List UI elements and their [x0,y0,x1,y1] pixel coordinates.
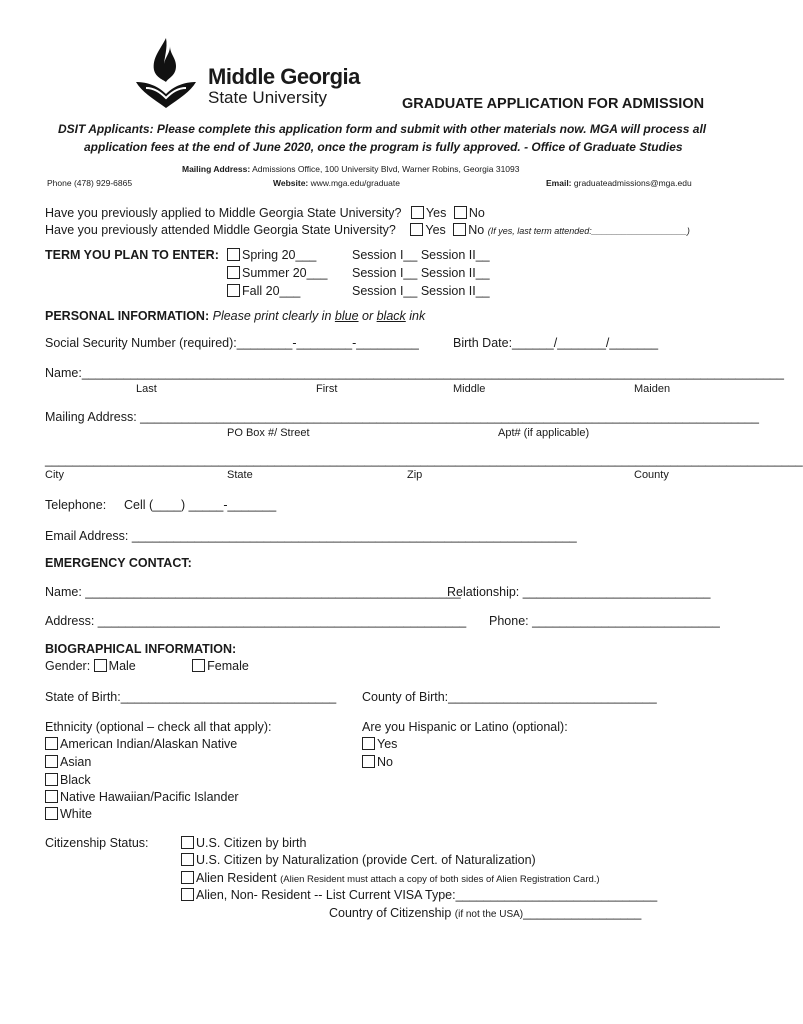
ethnicity-label: Ethnicity (optional – check all that apply): [45,720,272,734]
dsit-note-line1: DSIT Applicants: Please complete this application form and submit with other materials now. MGA will process all [58,122,707,136]
email-label: Email: [546,178,572,188]
personal-heading-row [45,309,425,323]
applied-question: Have you previously applied to Middle Georgia State University? [45,206,402,220]
website-label: Website: [273,178,309,188]
ethnicity-option [45,755,91,769]
logo-line1: Middle Georgia [208,64,360,89]
summer-checkbox[interactable] [227,266,240,279]
male-label: Male [108,659,136,673]
attended-question: Have you previously attended Middle Georgia State University? [45,223,396,237]
spring-checkbox[interactable] [227,248,240,261]
personal-instruction: Please print clearly in blue or black ink [212,309,426,323]
name-last-label: Last [136,383,157,395]
female-checkbox[interactable] [192,659,205,672]
asian-label: Asian [60,755,92,769]
alien-resident-note: (Alien Resident must attach a copy of both sides of Alien Registration Card.) [280,874,600,885]
citizen-birth-checkbox[interactable] [181,836,194,849]
applied-yes-label: Yes [425,206,447,220]
dsit-note-line2: application fees at the end of June 2020, once the program is fully approved. - Office of Graduate Studies [84,140,683,154]
fall-checkbox[interactable] [227,284,240,297]
website-value: www.mga.edu/graduate [310,178,400,188]
male-checkbox[interactable] [94,659,107,672]
fall-session1: Session I__ [352,284,418,298]
form-title: GRADUATE APPLICATION FOR ADMISSION [402,96,705,112]
county-label: County [634,469,669,481]
alien-nonresident-row [181,888,657,902]
gender-label: Gender: [45,659,91,673]
city-state-zip-line[interactable]: _____________________________________________________________________________________________________________ [45,453,803,467]
summer-session2: Session II__ [420,266,490,280]
email-line [546,178,692,188]
ethnicity-option [45,773,91,787]
hispanic-label: Are you Hispanic or Latino (optional): [362,720,568,734]
mailing-address-line [182,164,519,174]
hispanic-no-label: No [377,755,393,769]
cell-field[interactable]: Cell (____) _____-_______ [124,498,277,512]
term-option-spring [227,248,490,262]
phone: Phone (478) 929-6865 [47,178,133,188]
term-label: TERM YOU PLAN TO ENTER: [45,248,219,262]
alien-resident-row [181,871,600,885]
emergency-relationship-field[interactable]: Relationship: ___________________________ [447,585,711,599]
summer-label: Summer 20___ [242,266,328,280]
ethnicity-option [45,790,239,804]
alien-resident-checkbox[interactable] [181,871,194,884]
native-hawaiian-label: Native Hawaiian/Pacific Islander [60,790,239,804]
name-maiden-label: Maiden [634,383,671,395]
spring-label: Spring 20___ [242,248,317,262]
mailing-label: Mailing Address: [182,164,251,174]
county-of-birth-field[interactable]: County of Birth:______________________________ [362,690,657,704]
black-word: black [376,309,406,323]
alien-resident-label: Alien Resident [196,871,277,885]
fall-label: Fall 20___ [242,284,301,298]
emergency-name-field[interactable]: Name: ______________________________________________________ [45,585,461,599]
attended-no-checkbox[interactable] [453,223,466,236]
emergency-address-field[interactable]: Address: _____________________________________________________ [45,614,467,628]
mailing-address-field[interactable]: Mailing Address: _________________________________________________________________________________________ [45,410,759,424]
black-checkbox[interactable] [45,773,58,786]
name-middle-label: Middle [453,383,486,395]
ethnicity-option [45,807,92,821]
female-label: Female [207,659,249,673]
website-line [273,178,400,188]
applied-question-row [45,206,485,220]
apt-label: Apt# (if applicable) [498,427,590,439]
city-label: City [45,469,64,481]
citizen-birth-label: U.S. Citizen by birth [196,836,307,850]
gender-row [45,659,249,673]
bio-heading: BIOGRAPHICAL INFORMATION: [45,642,237,656]
citizenship-label: Citizenship Status: [45,836,149,850]
applied-yes-checkbox[interactable] [411,206,424,219]
hispanic-yes-row [362,737,397,751]
term-option-fall [227,284,490,298]
hispanic-no-row [362,755,393,769]
emergency-heading: EMERGENCY CONTACT: [45,556,192,570]
mga-logo [130,36,390,114]
birth-date-field[interactable]: Birth Date:______/_______/_______ [453,336,659,350]
black-label: Black [60,773,91,787]
fall-session2: Session II__ [420,284,490,298]
po-box-label: PO Box #/ Street [227,427,310,439]
citizen-naturalization-label: U.S. Citizen by Naturalization (provide Cert. of Naturalization) [196,853,536,867]
zip-label: Zip [407,469,423,481]
attended-no-label: No [468,223,485,237]
country-note: (if not the USA) [454,909,524,920]
emergency-phone-field[interactable]: Phone: ___________________________ [489,614,720,628]
american-indian-label: American Indian/Alaskan Native [60,737,238,751]
torch-icon [130,36,202,112]
name-first-label: First [316,383,338,395]
country-field[interactable]: _________________ [523,906,642,920]
hispanic-yes-label: Yes [377,737,398,751]
logo-line2: State University [208,88,328,107]
white-checkbox[interactable] [45,807,58,820]
hispanic-yes-checkbox[interactable] [362,737,375,750]
spring-session2: Session II__ [420,248,490,262]
alien-nonresident-checkbox[interactable] [181,888,194,901]
citizen-naturalization-checkbox[interactable] [181,853,194,866]
applied-no-label: No [468,206,485,220]
attended-question-row [45,223,690,237]
asian-checkbox[interactable] [45,755,58,768]
american-indian-checkbox[interactable] [45,737,58,750]
spring-session1: Session I__ [352,248,418,262]
hispanic-no-checkbox[interactable] [362,755,375,768]
ethnicity-option [45,737,237,751]
attended-yes-checkbox[interactable] [410,223,423,236]
country-of-citizenship-row [329,906,641,920]
name-field[interactable]: Name:_____________________________________________________________________________________________________ [45,366,784,380]
applied-no-checkbox[interactable] [454,206,467,219]
attended-yes-label: Yes [425,223,446,237]
blue-word: blue [334,309,359,323]
telephone-label: Telephone: [45,498,107,512]
term-option-summer [227,266,490,280]
state-label: State [227,469,253,481]
summer-session1: Session I__ [352,266,418,280]
email-value: graduateadmissions@mga.edu [573,178,692,188]
personal-heading: PERSONAL INFORMATION: [45,309,210,323]
white-label: White [60,807,92,821]
mailing-value: Admissions Office, 100 University Blvd, Warner Robins, Georgia 31093 [252,164,520,174]
citizen-naturalization-row [181,853,536,867]
state-of-birth-field[interactable]: State of Birth:_______________________________ [45,690,337,704]
native-hawaiian-checkbox[interactable] [45,790,58,803]
alien-nonresident-label: Alien, Non- Resident -- List Current VISA Type:_____________________________ [196,888,658,902]
ssn-field[interactable]: Social Security Number (required):________-________-_________ [45,336,419,350]
citizen-birth-row [181,836,306,850]
last-term-note: (If yes, last term attended:___________________) [487,226,690,236]
email-field[interactable]: Email Address: ________________________________________________________________ [45,529,577,543]
country-label: Country of Citizenship [329,906,452,920]
